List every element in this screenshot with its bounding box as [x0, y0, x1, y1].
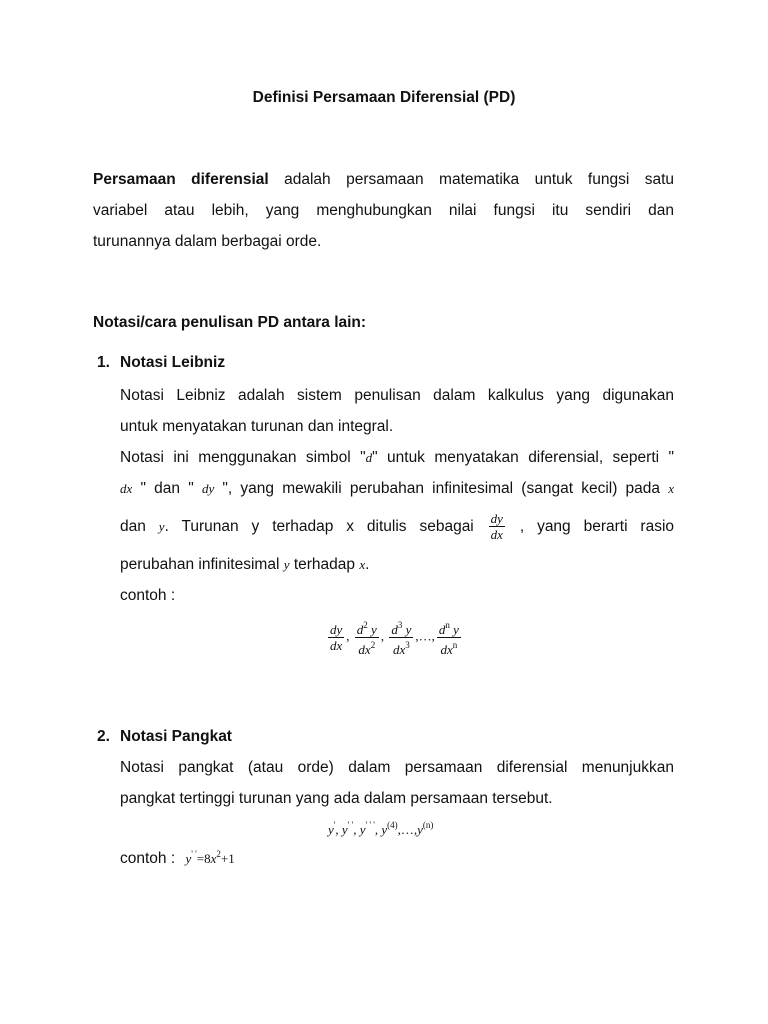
f2-den-dx: dx — [358, 642, 371, 657]
f4-num — [437, 618, 461, 638]
notation-heading: Notasi/cara penulisan PD antara lain: — [93, 314, 367, 331]
eq-equals: =8 — [196, 851, 211, 866]
s2-line-1: Notasi pangkat (atau orde) dalam persamaan diferensial menunjukkan — [120, 759, 674, 776]
s1-line-2: untuk menyatakan turunan dan integral. — [120, 418, 394, 435]
formula-frac-4 — [437, 618, 461, 657]
fraction-numerator: dy — [490, 511, 503, 527]
section-1-body — [120, 380, 674, 611]
f2-den — [356, 638, 377, 657]
seq-term-2: y — [341, 822, 348, 837]
f4-num-exp: n — [445, 620, 450, 630]
eq-rest: +1 — [220, 851, 235, 866]
s1-line-5 — [120, 504, 674, 549]
s1-example-label: contoh : — [120, 587, 176, 604]
s1-line-3-b: " untuk menyatakan diferensial, seperti " — [372, 449, 674, 466]
section-1-number: 1. — [97, 354, 110, 371]
symbol-x: x — [668, 481, 675, 496]
seq-term-1: y — [328, 822, 334, 837]
intro-line-3: turunannya dalam berbagai orde. — [93, 233, 322, 250]
formula-frac-1 — [328, 622, 344, 653]
seq-term-5: y — [417, 822, 423, 837]
intro-paragraph — [93, 164, 674, 257]
s1-line-4-a: " dan " — [140, 480, 194, 497]
s1-line-1: Notasi Leibniz adalah sistem penulisan dalam kalkulus yang digunakan — [120, 387, 674, 404]
section-1-title: Notasi Leibniz — [120, 354, 226, 371]
symbol-dy: dy — [201, 481, 215, 496]
f4-num-d: d — [438, 622, 446, 637]
s1-line-5-b: . Turunan y terhadap x ditulis sebagai — [164, 518, 474, 535]
fraction-denominator: dx — [490, 527, 503, 543]
s2-example-equation — [185, 851, 234, 866]
intro-line-1 — [93, 164, 674, 195]
seq-term-2-sup: ' ' — [347, 820, 354, 830]
f4-den — [438, 638, 459, 657]
formula-ellipsis: ,…, — [415, 628, 435, 644]
symbol-d: d — [365, 450, 373, 465]
section-2-body — [120, 752, 674, 814]
f3-den-dx: dx — [392, 642, 406, 657]
s1-line-4-b: ", yang mewakili perubahan infinitesimal (sangat kecil) pada — [222, 480, 661, 497]
s1-line-3 — [120, 442, 674, 473]
f2-den-exp: 2 — [370, 640, 376, 650]
formula-frac-3 — [389, 618, 413, 657]
s1-line-6-a: perubahan infinitesimal — [120, 556, 280, 573]
eq-var-sup: 2 — [216, 849, 221, 859]
seq-term-3-sup: ' ' ' — [365, 820, 375, 830]
eq-lhs: y — [185, 851, 192, 866]
f1-num: dy — [330, 622, 343, 637]
symbol-y: y — [158, 519, 165, 534]
eq-var: x — [210, 851, 217, 866]
f4-den-dx: dx — [440, 642, 453, 657]
s1-line-5-a: dan — [120, 518, 146, 535]
s2-line-2: pangkat tertinggi turunan yang ada dalam persamaan tersebut. — [120, 790, 553, 807]
f3-num-d: d — [391, 622, 398, 637]
formula-frac-2 — [355, 618, 379, 657]
f3-den — [391, 638, 412, 657]
seq-ellipsis: ,…, — [397, 822, 418, 837]
seq-term-5-sup: (n) — [422, 820, 434, 830]
s2-example — [120, 849, 235, 868]
f3-num-exp: 3 — [397, 620, 403, 630]
f2-num — [355, 618, 379, 638]
power-notation-sequence: y', y' ', y' ' ', $y^{(4)},\dots,y^{(n)}$ — [328, 820, 434, 837]
f2-num-var: y — [367, 622, 377, 637]
seq-term-1-sup: ' — [333, 820, 336, 830]
s1-line-4 — [120, 473, 674, 504]
section-2-title: Notasi Pangkat — [120, 728, 232, 745]
seq-term-4: y — [381, 822, 388, 837]
symbol-y: y — [283, 557, 290, 572]
seq-term-3: y — [359, 822, 366, 837]
s1-line-3-a: Notasi ini menggunakan simbol " — [120, 449, 366, 466]
page-title: Definisi Persamaan Diferensial (PD) — [252, 89, 516, 106]
bold-term: Persamaan diferensial — [93, 171, 269, 188]
f4-num-var: y — [449, 622, 459, 637]
intro-line-1-rest: adalah persamaan matematika untuk fungsi satu — [284, 171, 675, 188]
leibniz-formula: $\frac{dy}{dx}$ , $\frac{d^2 y}{dx^2}$ , $\frac{d^3 y}{dx^3}$ ,…, $\frac{d^n y}{dx^n}$ — [330, 620, 459, 657]
f2-num-exp: 2 — [363, 620, 368, 630]
symbol-dx: dx — [120, 481, 133, 496]
f1-den: dx — [330, 638, 343, 653]
f3-num-var: y — [402, 622, 412, 637]
f3-num — [389, 618, 413, 638]
seq-term-4-sup: (4) — [387, 820, 398, 830]
intro-line-2: variabel atau lebih, yang menghubungkan nilai fungsi itu sendiri dan — [93, 202, 674, 219]
s2-example-label: contoh : — [120, 850, 176, 867]
s1-line-6-c: . — [365, 556, 370, 573]
f2-num-d: d — [356, 622, 364, 637]
eq-lhs-sup: ' ' — [191, 849, 197, 859]
fraction-dy-dx — [489, 511, 505, 542]
s1-line-6-b: terhadap — [293, 556, 356, 573]
section-2-number: 2. — [97, 728, 110, 745]
f3-den-exp: 3 — [405, 640, 410, 650]
symbol-x: x — [359, 557, 366, 572]
s1-line-6 — [120, 549, 674, 580]
f4-den-exp: n — [452, 640, 458, 650]
s1-line-5-c: , yang berarti rasio — [519, 518, 675, 535]
